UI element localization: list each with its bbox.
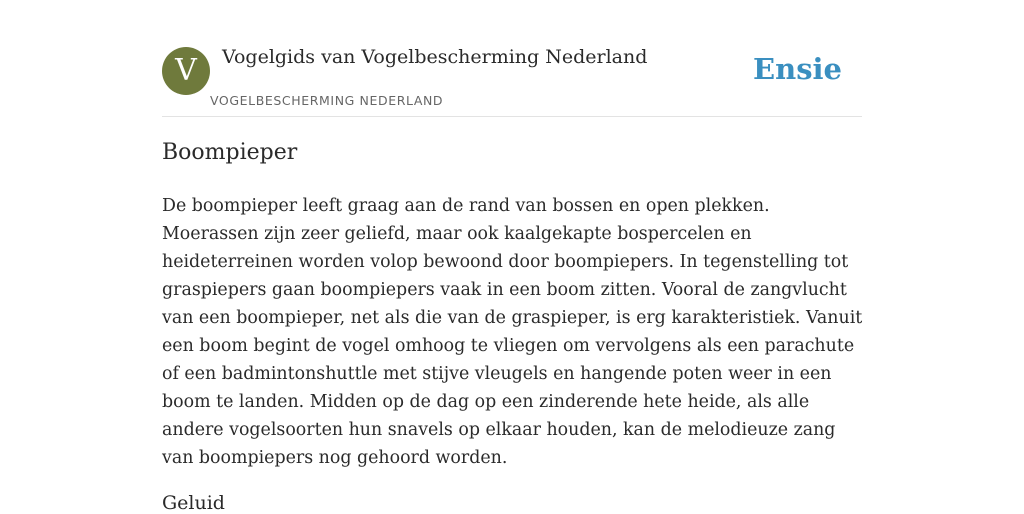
source-title-link[interactable]: Vogelgids van Vogelbescherming Nederland: [222, 46, 648, 68]
ensie-logo[interactable]: Ensie: [753, 52, 842, 86]
article-body: De boompieper leeft graag aan de rand van bossen en open plekken. Moerassen zijn zeer geliefd, maar ook kaalgekapte bospercelen en heideterreinen worden volop bewoond door boompiepers. In tegenstelling tot graspiepers gaan boompiepers vaak in een boom zitten. Vooral de zangvlucht van een boompieper, net als die van de graspieper, is erg karakteristiek. Vanuit een boom begint de vogel omhoog te vliegen om vervolgens als een parachute of een badmintonshuttle met stijve vleugels en hangende poten weer in een boom te landen. Midden op de dag op een zinderende hete heide, als alle andere vogelsoorten hun snavels op elkaar houden, kan de melodieuze zang van boompiepers nog gehoord worden.: [162, 196, 863, 468]
source-header: [162, 0, 862, 117]
section-heading-geluid: Geluid: [162, 492, 225, 514]
page-container: [162, 0, 863, 514]
source-avatar[interactable]: V: [162, 47, 210, 95]
source-subtitle: VOGELBESCHERMING NEDERLAND: [210, 93, 444, 108]
article-title: Boompieper: [162, 140, 298, 165]
